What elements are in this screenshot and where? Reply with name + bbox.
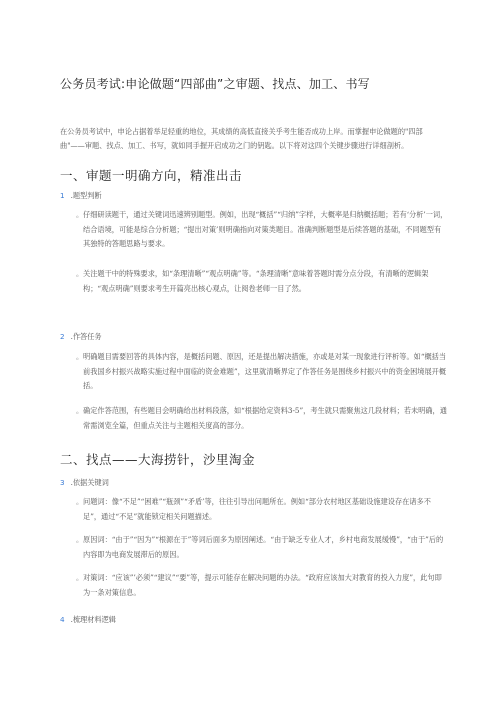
bullet-text: 明确题目需要回答的具体内容，是概括问题、原因，还是提出解决措施，亦或是对某一现象进行评析等。如“概括当前我国乡村振兴战略实施过程中面临的资金难题”，这里就清晰界定了作答任务是围绕乡村振兴中的资金困境展开概括。 [83, 352, 447, 390]
bullet-text: 对策词：“应该”’必须”“建议”“要”等，提示可能存在解决问题的办法。“政府应该加大对教育的投入力度”，此句即为一条对策信息。 [83, 573, 442, 597]
bullet-dot-icon: 。 [76, 352, 84, 361]
bullet-dot-icon: 。 [76, 406, 84, 415]
subheading-label: .作答任务 [70, 332, 102, 341]
bullet-text: 确定作答范围，有些题目会明确给出材料段落，如“根据给定资料3-5”，考生就只需聚焦这几段材料；若未明确，通常需浏览全篇，但重点关注与主题相关度高的部分。 [83, 406, 447, 430]
subheading-number: 3 [60, 478, 65, 487]
bullet-dot-icon: 。 [76, 535, 84, 544]
section-heading-1: 一、审题一明确方向，精准出击 [60, 168, 243, 183]
bullet-text: 问题词：像“不足”“困难”“瓶颈”“矛盾’等，往往引导出问题所在。例如“部分农村地区基础设施建设存在诸多不足”，通过“不足”就能锁定相关问题描述。 [83, 497, 431, 521]
bullet-item [76, 404, 448, 433]
bullet-dot-icon: 。 [76, 497, 84, 506]
subheading-label: .梳理材料逻辑 [70, 615, 116, 624]
bullet-dot-icon: 。 [76, 269, 84, 278]
bullet-item [76, 571, 448, 600]
subheading-number: 4 [60, 615, 65, 624]
bullet-item [76, 208, 448, 252]
subheading-material-logic [60, 615, 116, 625]
subheading-number: 1 [60, 191, 65, 200]
bullet-text: 关注题干中的特殊要求，如“条理清晰”“观点明确”等。“条理清晰”意味着答题时需分点分段，有清晰的逻辑架构；“观点明确”则要求考生开篇亮出核心观点，让阅卷老师一目了然。 [83, 269, 429, 293]
subheading-keywords [60, 478, 109, 488]
bullet-text: 原因词：“由于”“因为”“根源在于”等词后面多为原因阐述。“由于缺乏专业人才，乡村电商发展缓慢”，“由于”后的内容即为电商发展滞后的原因。 [83, 535, 444, 559]
subheading-label: .题型判断 [70, 191, 102, 200]
intro-paragraph: 在公务员考试中，申论占据着举足轻重的地位，其成绩的高低直接关乎考生能否成功上岸。而掌握申论做题的"四部曲"——审题、找点、加工、书写，就如同手握开启成功之门的钥匙。以下将对这四个关键步骤进行详细剖析。 [60, 127, 423, 150]
document-title: 公务员考试:申论做题“四部曲”之审题、找点、加工、书写 [60, 77, 370, 91]
subheading-topic-type [60, 191, 102, 201]
subheading-task [60, 332, 102, 342]
section-heading-2: 二、找点——大海捞针，沙里淘金 [60, 452, 256, 467]
bullet-dot-icon: 。 [76, 573, 84, 582]
bullet-item [76, 495, 448, 524]
bullet-dot-icon: 。 [76, 210, 84, 219]
bullet-text: 仔细研读题干，通过关键词迅速辨别题型。例如，出现“概括”“归纳”字样，大概率是归纳概括题；若有‘分析’一词，结合语境，可能是综合分析题；“提出对策’则明确指向对策类题目。准确判断题型是后续答题的基础，不同题型有其独特的答题思路与要求。 [83, 210, 448, 248]
subheading-number: 2 [60, 332, 65, 341]
bullet-item [76, 267, 448, 296]
subheading-label: .依据关键词 [70, 478, 109, 487]
bullet-item [76, 533, 448, 562]
bullet-item [76, 350, 448, 394]
